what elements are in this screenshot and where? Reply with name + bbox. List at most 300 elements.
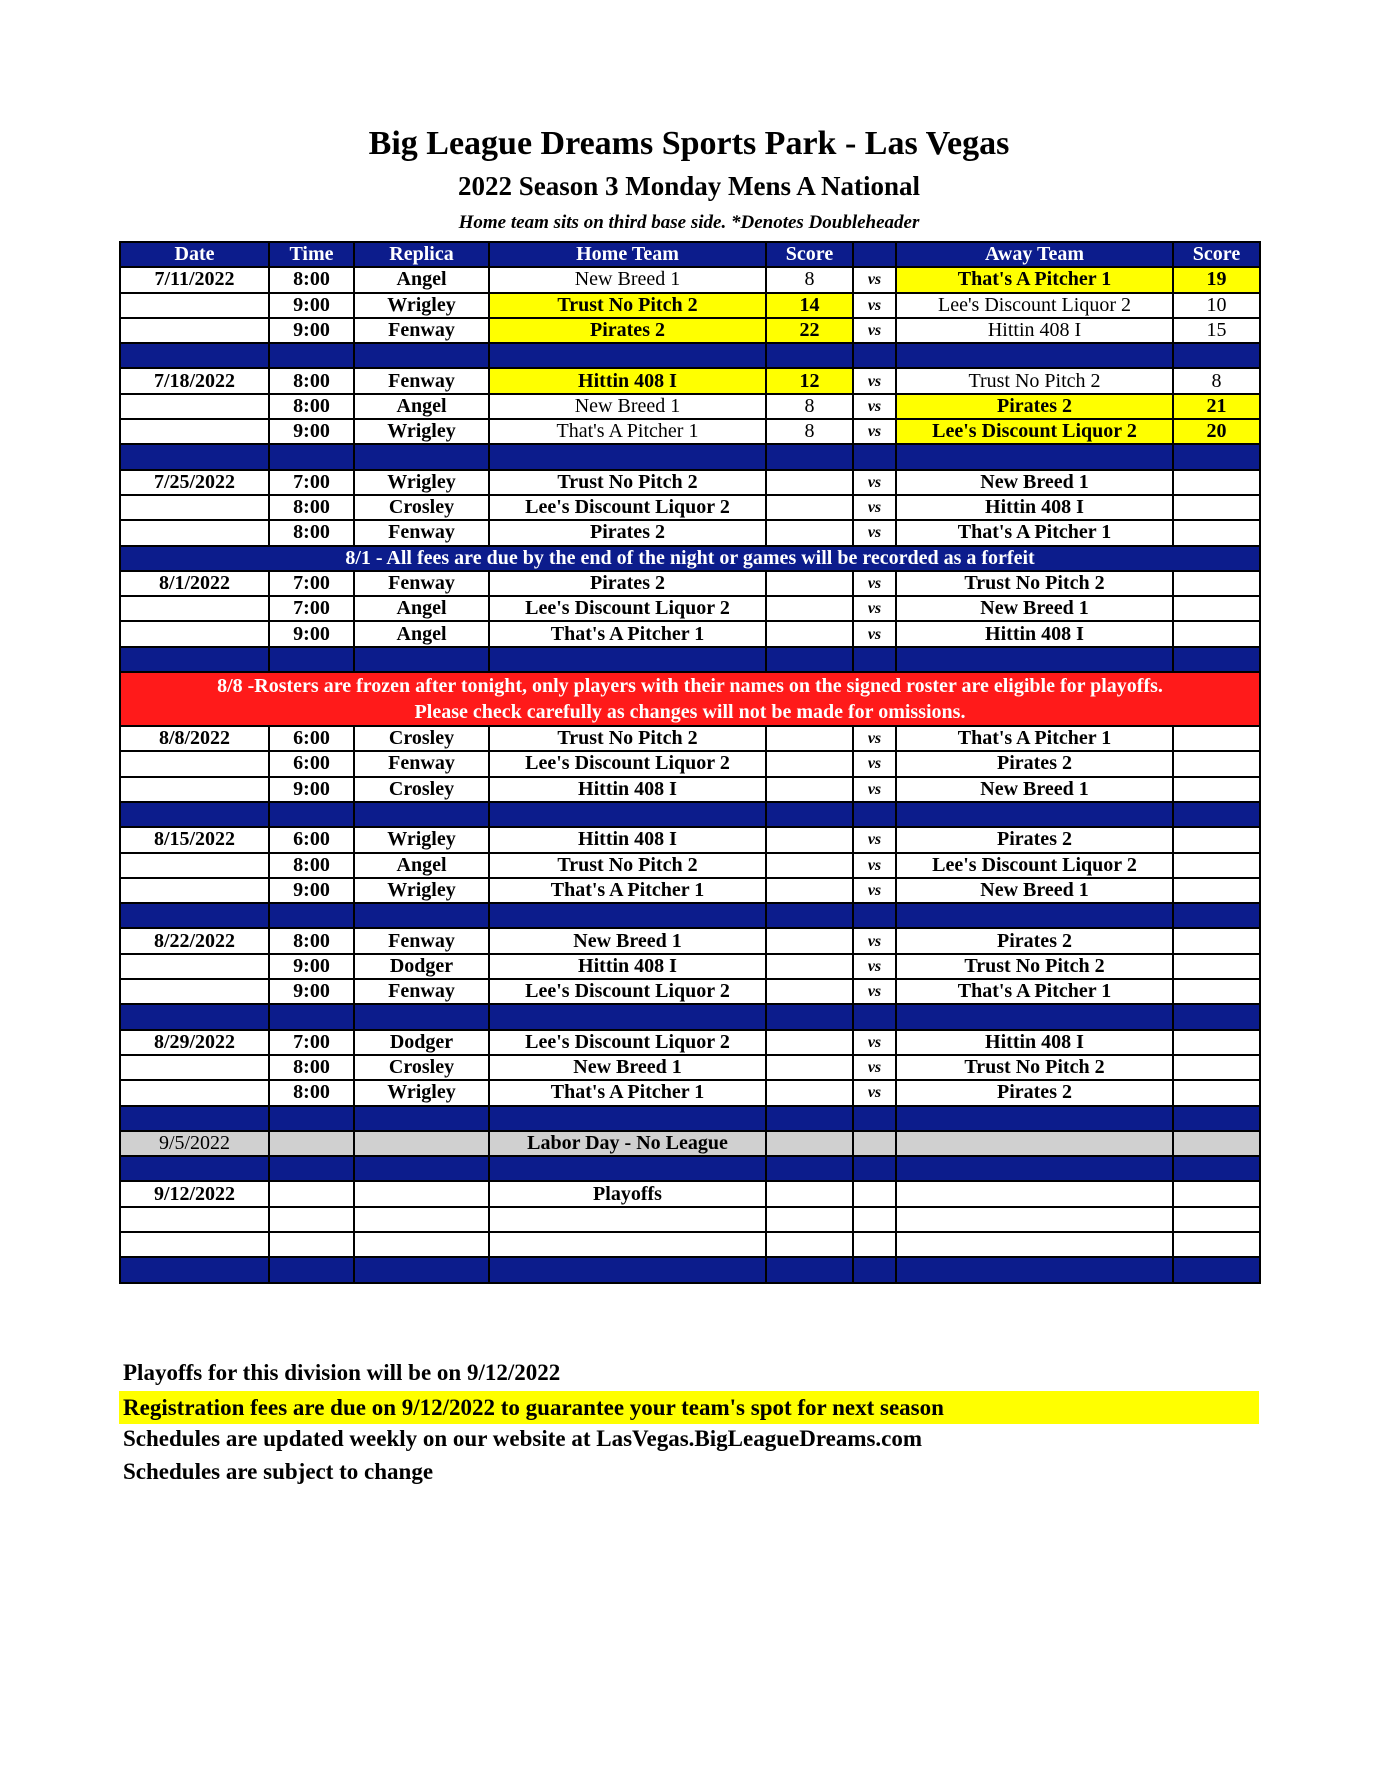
separator-cell [1173,343,1260,368]
col-vs [853,242,896,267]
vs-label: vs [853,853,896,878]
home-team: Lee's Discount Liquor 2 [489,751,766,776]
separator-cell [120,444,269,469]
footer-change-note: Schedules are subject to change [123,1459,434,1484]
game-date: 7/11/2022 [120,267,269,292]
separator-cell [896,343,1173,368]
empty-cell [1173,1232,1260,1257]
away-team: Pirates 2 [896,827,1173,852]
away-score [1173,954,1260,979]
vs-label: vs [853,777,896,802]
holiday-as [1173,1131,1260,1156]
game-time: 8:00 [269,520,354,545]
away-team: Lee's Discount Liquor 2 [896,853,1173,878]
holiday-label: Labor Day - No League [489,1131,766,1156]
away-team: Lee's Discount Liquor 2 [896,419,1173,444]
holiday-field [354,1131,489,1156]
game-row [120,596,1260,621]
separator-cell [354,802,489,827]
col-home-team: Home Team [489,242,766,267]
away-team: Trust No Pitch 2 [896,368,1173,393]
home-team: New Breed 1 [489,1055,766,1080]
home-team: Lee's Discount Liquor 2 [489,596,766,621]
game-row [120,777,1260,802]
playoffs-away [896,1181,1173,1206]
separator-cell [853,343,896,368]
page-subtitle: 2022 Season 3 Monday Mens A National [457,171,921,201]
game-row [120,318,1260,343]
empty-cell [853,1207,896,1232]
separator-cell [766,1004,853,1029]
game-row [120,470,1260,495]
separator-cell [853,1004,896,1029]
game-row [120,495,1260,520]
game-time: 9:00 [269,318,354,343]
game-date [120,520,269,545]
away-team: That's A Pitcher 1 [896,726,1173,751]
col-away-team: Away Team [896,242,1173,267]
game-date [120,878,269,903]
separator-cell [853,647,896,672]
game-row [120,751,1260,776]
game-time: 9:00 [269,777,354,802]
footer-registration-note: Registration fees are due on 9/12/2022 to guarantee your team's spot for next season [119,1391,1259,1424]
game-row [120,726,1260,751]
away-team: Lee's Discount Liquor 2 [896,293,1173,318]
header-row [120,242,1260,267]
away-score: 19 [1173,267,1260,292]
game-row [120,419,1260,444]
separator-cell [766,1106,853,1131]
separator-row [120,903,1260,928]
game-date [120,621,269,646]
vs-label: vs [853,928,896,953]
separator-cell [354,903,489,928]
away-score: 21 [1173,394,1260,419]
empty-cell [269,1232,354,1257]
game-row [120,267,1260,292]
home-score [766,827,853,852]
footer-playoffs-note: Playoffs for this division will be on 9/12/2022 [123,1360,561,1385]
playoffs-row [120,1181,1260,1206]
home-team: That's A Pitcher 1 [489,419,766,444]
game-row [120,1030,1260,1055]
game-row [120,878,1260,903]
holiday-date: 9/5/2022 [120,1131,269,1156]
home-score [766,878,853,903]
away-team: Hittin 408 I [896,318,1173,343]
game-date [120,979,269,1004]
game-date [120,777,269,802]
home-score [766,621,853,646]
home-team: Trust No Pitch 2 [489,726,766,751]
col-replica: Replica [354,242,489,267]
playoffs-label: Playoffs [489,1181,766,1206]
home-team: Lee's Discount Liquor 2 [489,1030,766,1055]
home-team: Pirates 2 [489,318,766,343]
empty-cell [354,1232,489,1257]
vs-label: vs [853,1080,896,1105]
separator-cell [1173,903,1260,928]
empty-cell [489,1232,766,1257]
holiday-row [120,1131,1260,1156]
vs-label: vs [853,954,896,979]
separator-row [120,1004,1260,1029]
separator-cell [489,444,766,469]
home-score: 12 [766,368,853,393]
away-score [1173,853,1260,878]
away-team: New Breed 1 [896,596,1173,621]
away-score [1173,495,1260,520]
game-field: Wrigley [354,419,489,444]
game-field: Angel [354,621,489,646]
separator-cell [354,343,489,368]
separator-cell [489,343,766,368]
separator-cell [853,1156,896,1181]
game-row [120,520,1260,545]
game-field: Dodger [354,954,489,979]
away-team: Hittin 408 I [896,1030,1173,1055]
away-score [1173,571,1260,596]
separator-cell [896,1106,1173,1131]
playoffs-date: 9/12/2022 [120,1181,269,1206]
game-date [120,954,269,979]
away-score [1173,928,1260,953]
separator-cell [120,1156,269,1181]
separator-row [120,647,1260,672]
separator-cell [766,1257,853,1282]
page-title: Big League Dreams Sports Park - Las Vegas [368,125,1010,162]
empty-row [120,1232,1260,1257]
fees-notice: 8/1 - All fees are due by the end of the night or games will be recorded as a forfeit [120,546,1260,571]
game-field: Crosley [354,777,489,802]
away-score: 8 [1173,368,1260,393]
game-row [120,571,1260,596]
game-row [120,928,1260,953]
separator-cell [489,802,766,827]
game-row [120,853,1260,878]
game-field: Fenway [354,368,489,393]
separator-cell [1173,1257,1260,1282]
vs-label: vs [853,827,896,852]
away-team: New Breed 1 [896,878,1173,903]
away-team: That's A Pitcher 1 [896,520,1173,545]
separator-cell [896,1156,1173,1181]
away-score [1173,979,1260,1004]
separator-cell [489,647,766,672]
game-field: Fenway [354,751,489,776]
game-date [120,318,269,343]
separator-cell [120,1257,269,1282]
game-row [120,1080,1260,1105]
game-date [120,419,269,444]
game-time: 8:00 [269,853,354,878]
separator-row [120,802,1260,827]
game-time: 7:00 [269,571,354,596]
separator-cell [1173,647,1260,672]
home-score: 22 [766,318,853,343]
home-score [766,1030,853,1055]
game-time: 9:00 [269,979,354,1004]
separator-cell [896,802,1173,827]
home-team: Trust No Pitch 2 [489,470,766,495]
game-row [120,394,1260,419]
playoffs-hs [766,1181,853,1206]
away-score: 15 [1173,318,1260,343]
home-score: 14 [766,293,853,318]
separator-cell [1173,444,1260,469]
separator-cell [766,647,853,672]
away-team: Pirates 2 [896,928,1173,953]
game-time: 9:00 [269,419,354,444]
separator-cell [489,1156,766,1181]
away-team: Trust No Pitch 2 [896,571,1173,596]
game-field: Crosley [354,1055,489,1080]
col-time: Time [269,242,354,267]
game-time: 9:00 [269,954,354,979]
home-score: 8 [766,267,853,292]
separator-cell [269,343,354,368]
separator-cell [896,1004,1173,1029]
game-date: 7/18/2022 [120,368,269,393]
game-time: 8:00 [269,1055,354,1080]
separator-cell [269,1004,354,1029]
away-score [1173,621,1260,646]
game-field: Wrigley [354,293,489,318]
separator-cell [489,1004,766,1029]
holiday-vs [853,1131,896,1156]
home-score: 8 [766,394,853,419]
vs-label: vs [853,878,896,903]
separator-cell [853,802,896,827]
game-field: Wrigley [354,470,489,495]
roster-notice-row [120,672,1260,726]
game-time: 9:00 [269,878,354,903]
empty-cell [1173,1207,1260,1232]
empty-cell [120,1207,269,1232]
home-team: Lee's Discount Liquor 2 [489,495,766,520]
game-time: 8:00 [269,394,354,419]
away-team: Hittin 408 I [896,621,1173,646]
separator-cell [489,1257,766,1282]
home-score [766,520,853,545]
game-time: 7:00 [269,470,354,495]
empty-cell [896,1207,1173,1232]
separator-cell [853,444,896,469]
away-team: Pirates 2 [896,394,1173,419]
separator-cell [354,1004,489,1029]
game-time: 6:00 [269,751,354,776]
away-score: 10 [1173,293,1260,318]
game-field: Crosley [354,495,489,520]
home-score [766,1080,853,1105]
separator-cell [354,1257,489,1282]
separator-cell [766,1156,853,1181]
game-date: 8/1/2022 [120,571,269,596]
home-score [766,571,853,596]
game-date [120,1055,269,1080]
game-time: 7:00 [269,596,354,621]
home-score [766,596,853,621]
separator-cell [354,647,489,672]
vs-label: vs [853,495,896,520]
game-date [120,751,269,776]
separator-cell [120,343,269,368]
empty-cell [766,1207,853,1232]
game-date [120,1080,269,1105]
vs-label: vs [853,621,896,646]
home-team: Pirates 2 [489,520,766,545]
away-score [1173,878,1260,903]
game-field: Fenway [354,928,489,953]
home-score [766,954,853,979]
separator-cell [766,903,853,928]
home-team: New Breed 1 [489,267,766,292]
game-time: 8:00 [269,495,354,520]
roster-notice-line1: 8/8 -Rosters are frozen after tonight, only players with their names on the signed roster are eligible for playoffs. [217,675,1163,698]
separator-cell [489,1106,766,1131]
game-date: 7/25/2022 [120,470,269,495]
separator-cell [853,903,896,928]
separator-cell [766,802,853,827]
game-time: 8:00 [269,267,354,292]
roster-notice-line2: Please check carefully as changes will not be made for omissions. [414,701,966,724]
separator-cell [1173,1004,1260,1029]
home-team: Hittin 408 I [489,827,766,852]
separator-row [120,1156,1260,1181]
home-team: Trust No Pitch 2 [489,853,766,878]
game-date [120,394,269,419]
game-field: Dodger [354,1030,489,1055]
home-team: Pirates 2 [489,571,766,596]
game-field: Fenway [354,571,489,596]
empty-cell [896,1232,1173,1257]
game-time: 8:00 [269,1080,354,1105]
separator-cell [896,647,1173,672]
home-score [766,495,853,520]
game-field: Fenway [354,318,489,343]
away-score [1173,596,1260,621]
vs-label: vs [853,520,896,545]
col-away-score: Score [1173,242,1260,267]
home-score [766,1055,853,1080]
playoffs-time [269,1181,354,1206]
home-score [766,470,853,495]
separator-cell [269,1257,354,1282]
empty-cell [269,1207,354,1232]
separator-cell [269,903,354,928]
home-score [766,751,853,776]
separator-cell [269,647,354,672]
holiday-hs [766,1131,853,1156]
separator-row [120,1106,1260,1131]
separator-cell [853,1257,896,1282]
vs-label: vs [853,267,896,292]
away-score [1173,726,1260,751]
game-field: Fenway [354,979,489,1004]
home-score: 8 [766,419,853,444]
separator-cell [120,1106,269,1131]
away-score [1173,1080,1260,1105]
game-time: 9:00 [269,293,354,318]
home-score [766,777,853,802]
away-score [1173,777,1260,802]
home-score [766,853,853,878]
game-field: Wrigley [354,827,489,852]
col-date: Date [120,242,269,267]
separator-cell [1173,802,1260,827]
home-score [766,928,853,953]
playoffs-as [1173,1181,1260,1206]
separator-cell [896,903,1173,928]
holiday-time [269,1131,354,1156]
separator-cell [269,444,354,469]
away-team: That's A Pitcher 1 [896,979,1173,1004]
game-time: 7:00 [269,1030,354,1055]
home-team: New Breed 1 [489,394,766,419]
home-score [766,979,853,1004]
away-team: Pirates 2 [896,1080,1173,1105]
game-field: Wrigley [354,878,489,903]
separator-cell [896,1257,1173,1282]
home-team: Hittin 408 I [489,954,766,979]
separator-cell [766,444,853,469]
game-field: Angel [354,394,489,419]
separator-row [120,444,1260,469]
vs-label: vs [853,394,896,419]
game-date: 8/15/2022 [120,827,269,852]
roster-notice [120,672,1260,726]
empty-cell [354,1207,489,1232]
home-team: Trust No Pitch 2 [489,293,766,318]
home-team: That's A Pitcher 1 [489,621,766,646]
game-date [120,853,269,878]
game-time: 8:00 [269,928,354,953]
vs-label: vs [853,751,896,776]
vs-label: vs [853,470,896,495]
separator-cell [120,903,269,928]
game-field: Angel [354,267,489,292]
game-date [120,495,269,520]
playoffs-field [354,1181,489,1206]
game-time: 9:00 [269,621,354,646]
home-team-note: Home team sits on third base side. *Denotes Doubleheader [458,212,920,233]
game-time: 8:00 [269,368,354,393]
away-team: Trust No Pitch 2 [896,954,1173,979]
game-row [120,979,1260,1004]
away-score: 20 [1173,419,1260,444]
game-date [120,293,269,318]
game-row [120,621,1260,646]
separator-cell [120,1004,269,1029]
footer-website-note: Schedules are updated weekly on our website at LasVegas.BigLeagueDreams.com [123,1426,923,1451]
game-field: Crosley [354,726,489,751]
playoffs-vs [853,1181,896,1206]
game-row [120,293,1260,318]
game-field: Angel [354,853,489,878]
away-score [1173,470,1260,495]
empty-cell [853,1232,896,1257]
game-date: 8/8/2022 [120,726,269,751]
separator-cell [269,802,354,827]
game-row [120,954,1260,979]
home-team: New Breed 1 [489,928,766,953]
schedule-table [119,241,1261,1284]
away-score [1173,827,1260,852]
away-team: New Breed 1 [896,777,1173,802]
vs-label: vs [853,726,896,751]
col-home-score: Score [766,242,853,267]
